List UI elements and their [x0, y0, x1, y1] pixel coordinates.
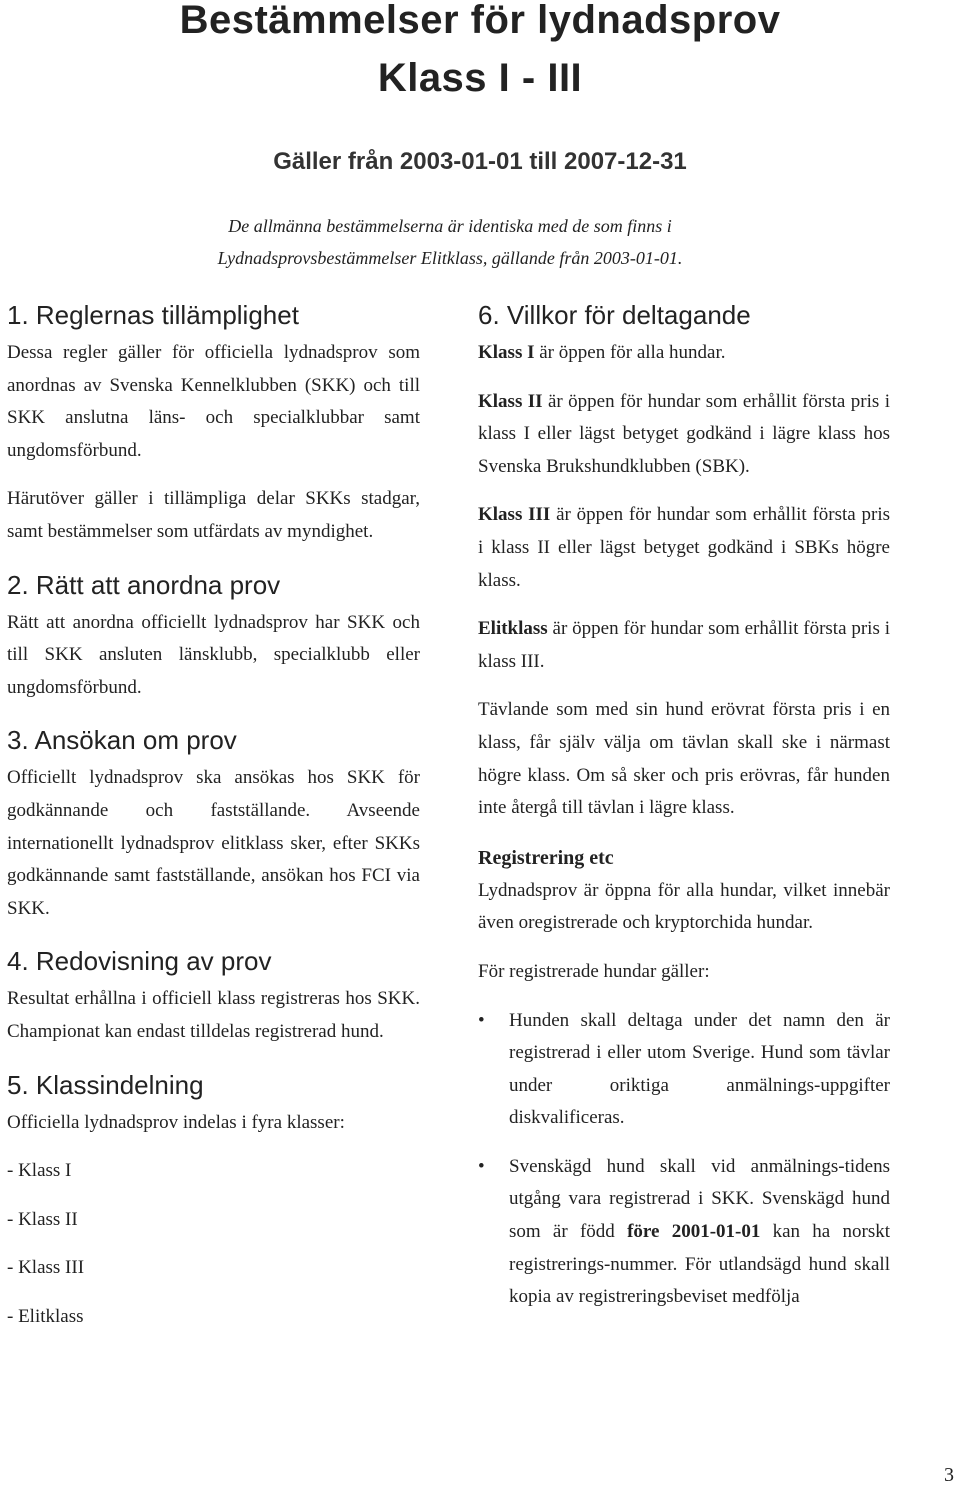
section-2-paragraph: Rätt att anordna officiellt lydnadsprov har SKK och till SKK ansluten länsklubb, specialklubb eller ungdomsförbund. — [7, 611, 420, 698]
elitklass-text: är öppen för hundar som erhållit första pris i klass III. — [478, 618, 890, 672]
list-item — [478, 1005, 890, 1135]
elitklass-rule — [478, 613, 890, 678]
competition-paragraph: Tävlande som med sin hund erövrat första pris i en klass, får själv välja om tävlan skall ske i närmast högre klass. Om så sker och pris erövras, får hunden inte återgå till tävlan i lägre klass. — [478, 699, 890, 819]
section-3 — [7, 720, 420, 925]
section-5-heading: 5. Klassindelning — [7, 1069, 204, 1100]
list-item-text: Hunden skall deltaga under det namn den är registrerad i eller utom Sverige. Hund som tävlar under oriktiga anmälnings-uppgifter diskvalificeras. — [509, 1009, 890, 1129]
bullet-icon: • — [478, 1155, 485, 1177]
registration-list — [478, 1005, 890, 1314]
document-title-classes: Klass I - III — [377, 56, 583, 100]
note-line-1: De allmänna bestämmelserna är identiska med de som finns i — [228, 216, 672, 236]
class-item: - Klass II — [7, 1208, 78, 1230]
list-item-text-part-1: Svenskägd hund skall vid anmälnings-tidens utgång vara registrerad i SKK. Svenskägd hund som är född — [509, 1155, 890, 1243]
section-4-paragraph: Resultat erhållna i officiell klass registreras hos SKK. Championat kan endast tilldelas registrerad hund. — [7, 988, 420, 1042]
note-line-2: Lydnadsprovsbestämmelser Elitklass, gällande från 2003-01-01. — [217, 248, 683, 268]
right-column — [478, 295, 890, 1330]
bullet-icon: • — [478, 1009, 485, 1031]
list-item-text-part-2: kan ha norskt registrerings-nummer. För utlandsägd hund skall kopia av registreringsbeviset medfölja — [509, 1221, 891, 1308]
klass-3-label: Klass III — [478, 504, 551, 526]
klass-2-label: Klass II — [478, 390, 543, 412]
section-6-heading: 6. Villkor för deltagande — [478, 300, 751, 330]
general-rules-note — [0, 210, 900, 274]
elitklass-label: Elitklass — [478, 618, 548, 640]
klass-2-rule — [478, 386, 890, 484]
section-4-heading: 4. Redovisning av prov — [7, 946, 272, 977]
klass-1-text: är öppen för alla hundar. — [534, 342, 726, 363]
cutoff-date: 2001-01-01 — [671, 1221, 761, 1243]
registration-heading: Registrering etc — [478, 846, 614, 869]
section-2 — [7, 565, 420, 705]
registration-section — [478, 841, 890, 1314]
section-3-paragraph: Officiellt lydnadsprov ska ansökas hos SKK för godkännande och fastställande. Avseende internationellt lydnadsprov elitklass sker, efter SKKs godkännande samt fastställande, ansökan hos FCI via SKK. — [7, 767, 420, 919]
section-1-paragraph-2: Härutöver gäller i tillämpliga delar SKKs stadgar, samt bestämmelser som utfärdats av myndighet. — [7, 488, 420, 542]
left-column — [7, 295, 420, 1349]
registration-paragraph-1: Lydnadsprov är öppna för alla hundar, vilket innebär även oregistrerade och kryptorchida hundar. — [478, 879, 890, 934]
klass-1-rule — [478, 337, 890, 370]
registration-paragraph-2: För registrerade hundar gäller: — [478, 960, 710, 982]
klass-2-text: är öppen för hundar som erhållit första pris i klass I eller lägst betyget godkänd i lägre klass hos Svenska Brukshundklubben (SBK). — [478, 390, 890, 477]
section-3-heading: 3. Ansökan om prov — [7, 725, 237, 756]
klass-3-rule — [478, 499, 890, 597]
section-1 — [7, 295, 420, 549]
class-item: - Elitklass — [7, 1305, 84, 1327]
space — [659, 1221, 671, 1242]
klass-1-label: Klass I — [478, 342, 535, 363]
class-item: - Klass III — [7, 1257, 85, 1279]
document-title: Bestämmelser för lydnadsprov — [179, 0, 781, 42]
validity-period: Gäller från 2003-01-01 till 2007-12-31 — [273, 148, 687, 175]
page-number: 3 — [944, 1464, 954, 1486]
section-4 — [7, 941, 420, 1048]
section-2-heading: 2. Rätt att anordna prov — [7, 569, 281, 600]
section-1-heading: 1. Reglernas tillämplighet — [7, 300, 299, 330]
class-item: - Klass I — [7, 1160, 72, 1182]
section-1-paragraph-1: Dessa regler gäller för officiella lydnadsprov som anordnas av Svenska Kennelklubben (SKK) och till SKK anslutna läns- och specialklubbar samt ungdomsförbund. — [7, 342, 420, 461]
list-item — [478, 1151, 890, 1314]
section-6 — [478, 295, 890, 825]
section-5-paragraph: Officiella lydnadsprov indelas i fyra klasser: — [7, 1111, 345, 1133]
klass-3-text: är öppen för hundar som erhållit första pris i klass II eller lägst betyget godkänd i SBKs högre klass. — [478, 504, 890, 591]
before-word: före — [627, 1221, 660, 1243]
section-5 — [7, 1065, 420, 1334]
